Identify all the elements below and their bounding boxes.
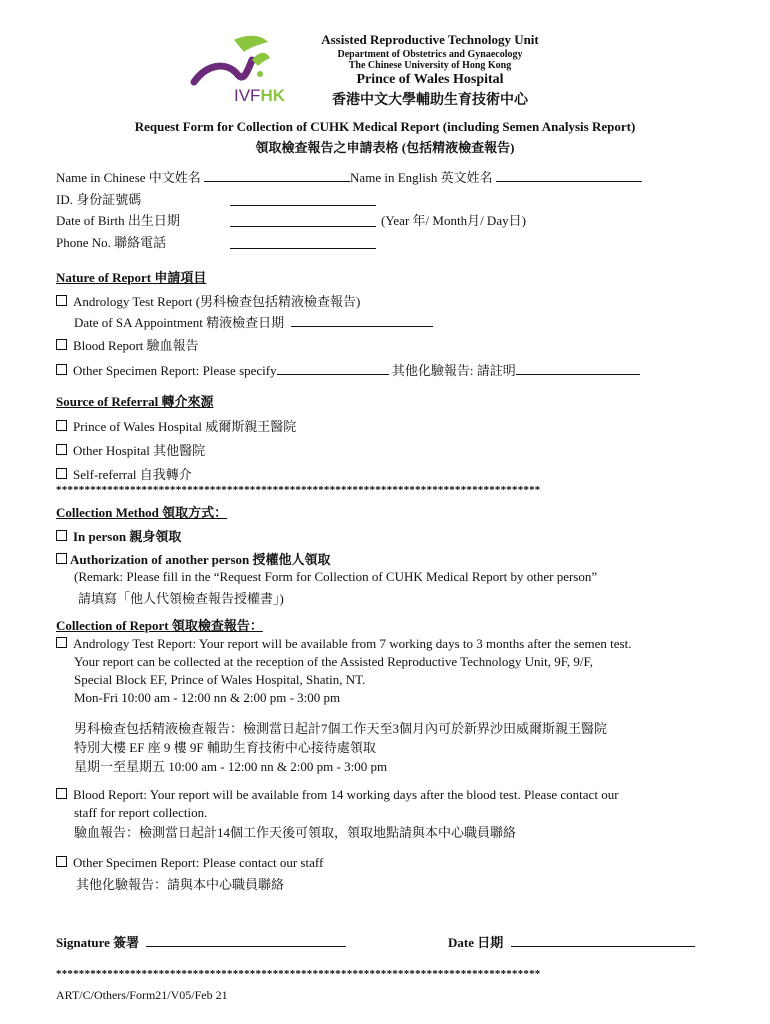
andrology-info-zh-3: 星期一至星期五 10:00 am - 12:00 nn & 2:00 pm - 3:00 pm [74,759,388,774]
nature-andrology [56,291,360,310]
logo-hk-text: HK [260,86,286,105]
separator-stars-bottom: ************************************************************************************* [56,968,541,980]
other-info-1 [56,855,323,871]
other-specimen-field-zh[interactable] [516,373,640,375]
in-person-checkbox[interactable] [56,530,67,541]
separator-stars: ************************************************************************************* [56,484,541,496]
dob-label: Date of Birth 出生日期 [56,213,180,228]
andrology-info-zh-1: 男科檢查包括精液檢查報告：檢測當日起計7個工作天至3個月內可於新界沙田威爾斯親王醫院 [74,721,608,736]
pwh-checkbox[interactable] [56,420,67,431]
other-specimen-checkbox[interactable] [56,364,67,375]
nature-blood [56,335,199,354]
sa-date-label: Date of SA Appointment 精液檢查日期 [74,315,285,330]
authorization-label: Authorization of another person 授權他人領取 [70,552,331,567]
source-other [56,440,205,459]
dob-field[interactable] [230,225,376,227]
blood-info-1 [56,787,619,803]
self-referral-checkbox[interactable] [56,468,67,479]
form-code-footer: ART/C/Others/Form21/V05/Feb 21 [56,988,228,1002]
hospital-name: Prince of Wales Hospital [356,72,504,87]
name-en-field[interactable] [496,180,642,182]
other-info-text-1: Other Specimen Report: Please contact our staff [73,855,324,870]
in-person-label: In person 親身領取 [73,529,182,544]
logo-ivf-text: IVF [234,86,261,105]
id-row [56,189,141,208]
andrology-info-1 [56,636,631,652]
andrology-info-zh-2: 特別大樓 EF 座 9 樓 9F 輔助生育技術中心接待處領取 [74,740,376,755]
other-info-zh: 其他化驗報告：請與本中心職員聯絡 [76,877,285,892]
collection-method-heading: Collection Method 領取方式： [56,505,228,520]
form-title [0,119,770,156]
dob-row [56,210,180,229]
date-label: Date 日期 [448,935,504,950]
university-name: The Chinese University of Hong Kong [348,60,512,71]
andrology-info-bullet-icon [56,637,67,648]
dob-format: (Year 年/ Month月/ Day日) [381,213,526,228]
phone-label: Phone No. 聯絡電話 [56,235,167,250]
andrology-info-4: Mon-Fri 10:00 am - 12:00 nn & 2:00 pm - 3:00 pm [74,690,341,705]
andrology-info-3: Special Block EF, Prince of Wales Hospital, Shatin, NT. [74,672,366,687]
signature-field[interactable] [146,945,346,947]
blood-info-zh: 驗血報告：檢測當日起計14個工作天後可領取，領取地點請與本中心職員聯絡 [74,825,517,840]
andrology-info-text-1: Andrology Test Report: Your report will be available from 7 working days to 3 months after the semen test. [73,636,632,651]
authorization-checkbox[interactable] [56,553,67,564]
source-pwh [56,416,296,435]
blood-info-bullet-icon [56,788,67,799]
unit-name: Assisted Reproductive Technology Unit [321,32,539,47]
andrology-label: Andrology Test Report (男科檢查包括精液檢查報告) [73,294,361,309]
phone-row [56,232,166,251]
id-label: ID. 身份証號碼 [56,192,142,207]
remark-zh: 請填寫「他人代領檢查報告授權書」) [78,591,284,606]
blood-info-text-1: Blood Report: Your report will be available from 14 working days after the blood test. Please contact our [73,787,619,802]
signature-row [56,932,346,951]
sa-date-field[interactable] [291,325,433,327]
andrology-checkbox[interactable] [56,295,67,306]
other-specimen-field[interactable] [277,373,389,375]
pwh-label: Prince of Wales Hospital 威爾斯親王醫院 [73,419,297,434]
name-en-label: Name in English 英文姓名 [350,170,493,185]
phone-field[interactable] [230,247,376,249]
source-self [56,464,192,483]
blood-checkbox[interactable] [56,339,67,350]
id-field[interactable] [230,204,376,206]
date-row [448,932,695,951]
date-field[interactable] [511,945,695,947]
department-name: Department of Obstetrics and Gynaecology [337,49,523,60]
authorization-row [56,549,330,568]
remark-en: (Remark: Please fill in the “Request Form for Collection of CUHK Medical Report by other person” [74,569,598,584]
other-specimen-label-zh: 其他化驗報告: 請註明 [391,363,516,378]
name-cn-field[interactable] [204,180,350,182]
signature-label: Signature 簽署 [56,935,140,950]
nature-heading: Nature of Report 申請項目 [56,270,207,285]
chinese-unit-name: 香港中文大學輔助生育技術中心 [332,93,528,108]
in-person-row [56,526,181,545]
form-title-zh: 領取檢查報告之申請表格 (包括精液檢查報告) [255,140,515,155]
form-title-en: Request Form for Collection of CUHK Medical Report (including Semen Analysis Report) [134,119,636,134]
sa-date-row [74,312,433,331]
other-info-bullet-icon [56,856,67,867]
andrology-info-2: Your report can be collected at the reception of the Assisted Reproductive Technology Unit, 9F, 9/F, [74,654,593,669]
other-hospital-label: Other Hospital 其他醫院 [73,443,206,458]
self-referral-label: Self-referral 自我轉介 [73,467,192,482]
ivf-hk-logo [186,30,286,110]
blood-info-2: staff for report collection. [74,805,208,820]
other-specimen-label: Other Specimen Report: Please specify [73,363,277,378]
name-cn-label: Name in Chinese 中文姓名 [56,170,201,185]
blood-label: Blood Report 驗血報告 [73,338,199,353]
source-heading: Source of Referral 轉介來源 [56,394,214,409]
collection-report-heading: Collection of Report 領取檢查報告： [56,618,263,633]
header-block [280,32,580,109]
other-hospital-checkbox[interactable] [56,444,67,455]
nature-other [56,360,640,379]
name-cn-row [56,167,642,186]
